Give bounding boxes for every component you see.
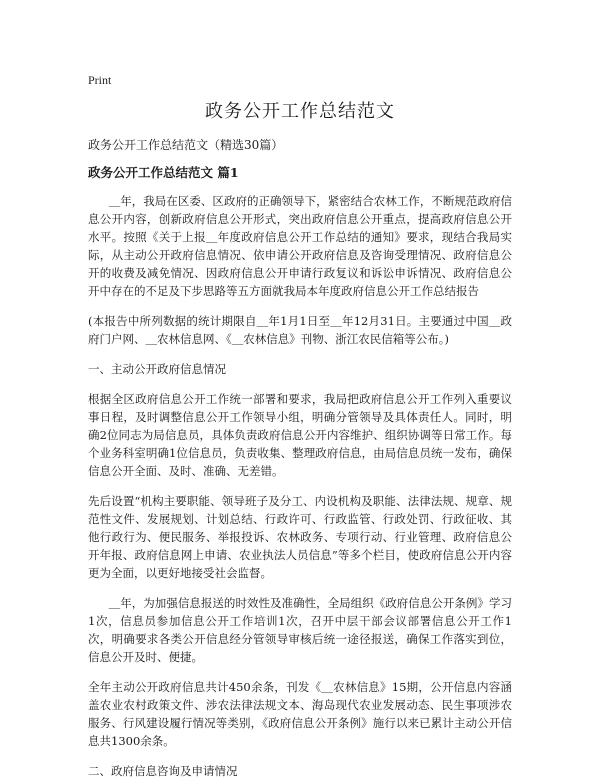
paragraph-columns: 先后设置“机构主要职能、领导班子及分工、内设机构及职能、法律法规、规章、规范性文件、发展规划、计划总结、行政许可、行政监管、行政处罚、行政征收、其他行政行为、便民服务、举报投诉、农林政务、专项行动、行业管理、政府信息公开年报、政府信息网上申请、农业执法人员信息”等多个栏目，使政府信息公开内容更为全面，以更好地接受社会监督。	[88, 494, 512, 580]
paragraph-organization: 根据全区政府信息公开工作统一部署和要求，我局把政府信息公开工作列入重要议事日程，及时调整信息公开工作领导小组，明确分管领导及具体责任人。同时，明确2位同志为局信息员，具体负责政府信息公开内容维护、组织协调等日常工作。每个业务科室明确1位信息员，负责收集、整理政府信息，由局信息员统一发布，确保信息公开全面、及时、准确、无差错。	[88, 392, 512, 478]
document-subtitle: 政务公开工作总结范文（精选30篇）	[88, 138, 284, 152]
section-heading: 政务公开工作总结范文 篇1	[88, 165, 239, 180]
paragraph-note: (本报告中所列数据的统计期限自＿年1月1日至＿年12月31日。主要通过中国＿政府门户网、＿农林信息网、《＿农林信息》刊物、浙江农民信箱等公布。)	[88, 314, 512, 346]
subheading-proactive-disclosure: 一、主动公开政府信息情况	[88, 362, 226, 376]
paragraph-intro: ＿年，我局在区委、区政府的正确领导下，紧密结合农林工作，不断规范政府信息公开内容，创新政府信息公开形式，突出政府信息公开重点，提高政府信息公开水平。按照《关于上报＿年度政府信息公开工作总结的通知》要求，现结合我局实际，从主动公开政府信息情况、依申请公开政府信息及咨询受理情况、政府信息公开的收费及减免情况、因政府信息公开申请行政复议和诉讼申诉情况、政府信息公开中存在的不足及下步思路等五方面就我局本年度政府信息公开工作总结报告	[88, 194, 512, 298]
subheading-consultation: 二、政府信息咨询及申请情况	[88, 764, 238, 778]
print-label[interactable]: Print	[88, 73, 112, 87]
document-title: 政务公开工作总结范文	[205, 101, 395, 122]
paragraph-training: ＿年，为加强信息报送的时效性及准确性，全局组织《政府信息公开条例》学习1次，信息员参加信息公开工作培训1次，召开中层干部会议部署信息公开工作1次，明确要求各类公开信息经分管领导审核后统一途径报送，确保工作落实到位，信息公开及时、便捷。	[88, 596, 512, 664]
paragraph-statistics: 全年主动公开政府信息共计450余条，刊发《＿农林信息》15期，公开信息内容涵盖农业农村政策文件、涉农法律法规文本、海岛现代农业发展动态、民生事项涉农服务、行风建设履行情况等类别，《政府信息公开条例》施行以来已累计主动公开信息共1300余条。	[88, 680, 512, 748]
